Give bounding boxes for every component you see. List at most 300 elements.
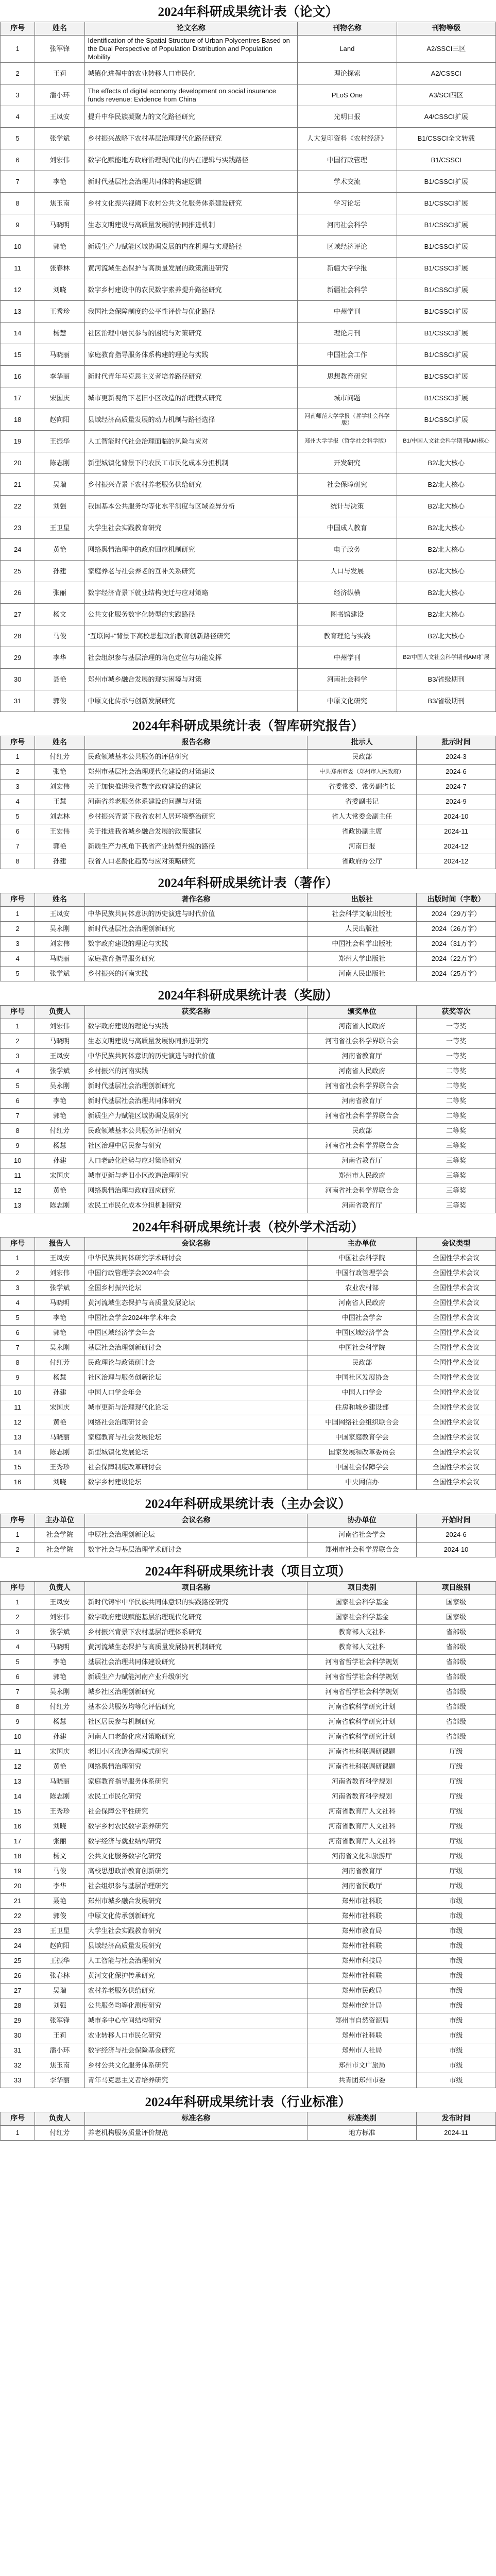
table-cell: B1/中国人文社会科学期刊AMI核心: [397, 431, 495, 452]
table-cell: 12: [1, 1183, 35, 1198]
table-cell: 马晓明: [35, 1296, 84, 1311]
table-cell: 基层社会治理共同体建设研究: [84, 1655, 307, 1670]
table-cell: 公共文化服务数字化转型的实践路径: [84, 604, 298, 625]
table-cell: 河南省教育厅人文社科: [307, 1819, 417, 1834]
table-row: [1, 1610, 496, 1625]
table-cell: 5: [1, 1311, 35, 1326]
table-cell: 郑州市科技局: [307, 1954, 417, 1969]
table-cell: 全国性学术会议: [417, 1326, 496, 1341]
table-cell: 河南社会科学: [298, 669, 397, 690]
table-cell: 黄河流域生态保护与高质量发展协同机制研究: [84, 1640, 307, 1655]
table-cell: 12: [1, 1759, 35, 1774]
table-cell: 3: [1, 937, 35, 952]
table-cell: B1/CSSCI扩展: [397, 387, 495, 409]
table-row: [1, 1415, 496, 1430]
table-cell: 2024-3: [417, 750, 496, 765]
table-cell: 县域经济高质量发展研究: [84, 1939, 307, 1954]
column-header: 会议类型: [417, 1238, 496, 1251]
table-cell: 焦玉南: [35, 2058, 84, 2073]
table-cell: 家庭教育指导服务研究: [84, 952, 307, 967]
table-row: [1, 1094, 496, 1109]
table-cell: 15: [1, 1460, 35, 1475]
table-cell: 3: [1, 1281, 35, 1296]
table-cell: 中国社会科学院: [307, 1251, 417, 1266]
table-cell: 新型城镇化发展论坛: [84, 1445, 307, 1460]
table-cell: 河南省教育厅: [307, 1198, 417, 1213]
table-cell: 8: [1, 1700, 35, 1715]
table-cell: 王凤安: [35, 106, 84, 128]
table-row: [1, 1543, 496, 1557]
table-row: [1, 431, 496, 452]
table-cell: 2: [1, 1543, 35, 1557]
table-row: [1, 1341, 496, 1355]
table-cell: 乡村振兴的河南实践: [84, 967, 307, 981]
table-cell: 中国家庭教育学会: [307, 1430, 417, 1445]
table-cell: 省部级: [417, 1730, 496, 1744]
table-cell: 宋国庆: [35, 387, 84, 409]
column-header: 序号: [1, 893, 35, 907]
table-header-row: [1, 22, 496, 36]
table-cell: 9: [1, 1139, 35, 1154]
column-header: 刊物等级: [397, 22, 495, 36]
table-cell: 新时代基层社会治理共同体研究: [84, 1094, 307, 1109]
table-cell: 二等奖: [417, 1109, 496, 1124]
table-cell: 学术交流: [298, 171, 397, 193]
table-cell: 数字乡村建设中的农民数字素养提升路径研究: [84, 279, 298, 301]
table-row: [1, 1670, 496, 1685]
table-cell: 河南省软科学研究计划: [307, 1730, 417, 1744]
table-cell: 农村养老服务供给研究: [84, 1984, 307, 1998]
table-cell: 河南省民政厅: [307, 1879, 417, 1894]
table-cell: 经济纵横: [298, 582, 397, 604]
table-header-row: [1, 2112, 496, 2126]
table-cell: 29: [1, 2013, 35, 2028]
table-cell: 刘晓: [35, 1819, 84, 1834]
table-row: [1, 1198, 496, 1213]
table-row: [1, 1034, 496, 1049]
table-row: [1, 1625, 496, 1640]
table-cell: 三等奖: [417, 1168, 496, 1183]
table-cell: 农民工市民化研究: [84, 1789, 307, 1804]
section-title: 2024年科研成果统计表（行业标准）: [145, 2095, 351, 2109]
table-cell: 11: [1, 1168, 35, 1183]
table-cell: A3/SCI四区: [397, 84, 495, 106]
results-table: [0, 1005, 496, 1213]
table-row: [1, 496, 496, 517]
table-cell: 郭艳: [35, 839, 84, 854]
table-cell: 城市更新与治理现代化论坛: [84, 1400, 307, 1415]
table-cell: 郑州大学学报（哲学社会科学版）: [298, 431, 397, 452]
section-title: 2024年科研成果统计表（主办会议）: [145, 1497, 351, 1511]
table-cell: 河南省社科联调研课题: [307, 1759, 417, 1774]
table-cell: 新质生产力赋能区域协调发展的内在机理与实现路径: [84, 236, 298, 258]
table-cell: 省政协副主席: [307, 824, 417, 839]
table-cell: 马晓丽: [35, 1774, 84, 1789]
table-cell: 1: [1, 2126, 35, 2141]
table-cell: 7: [1, 171, 35, 193]
table-row: [1, 907, 496, 922]
table-cell: 7: [1, 1685, 35, 1700]
table-cell: 郑州市社科联: [307, 2028, 417, 2043]
results-table: [0, 893, 496, 981]
table-cell: 社区治理中居民参与研究: [84, 1139, 307, 1154]
table-cell: 市级: [417, 2058, 496, 2073]
table-cell: 马晓明: [35, 214, 84, 236]
table-cell: B1/CSSCI扩展: [397, 193, 495, 214]
table-cell: 厅级: [417, 1759, 496, 1774]
table-cell: 省部级: [417, 1700, 496, 1715]
table-cell: 人口与发展: [298, 561, 397, 582]
table-header-row: [1, 893, 496, 907]
table-row: [1, 2058, 496, 2073]
table-cell: 中州学刊: [298, 647, 397, 669]
table-cell: 河南省教育厅人文社科: [307, 1834, 417, 1849]
table-row: [1, 1124, 496, 1139]
table-cell: 李华: [35, 647, 84, 669]
table-cell: 大学生社会实践教育研究: [84, 1924, 307, 1939]
table-cell: B2/北大核心: [397, 474, 495, 496]
table-cell: 4: [1, 1296, 35, 1311]
table-cell: 基层社会治理创新研讨会: [84, 1341, 307, 1355]
table-cell: B1/CSSCI扩展: [397, 409, 495, 431]
column-header: 序号: [1, 1582, 35, 1595]
table-cell: 图书馆建设: [298, 604, 397, 625]
table-row: [1, 854, 496, 869]
table-cell: 城市更新视角下老旧小区改造的治理模式研究: [84, 387, 298, 409]
table-cell: 二等奖: [417, 1124, 496, 1139]
table-cell: 共青团郑州市委: [307, 2073, 417, 2088]
table-cell: 16: [1, 1819, 35, 1834]
table-row: [1, 1109, 496, 1124]
table-cell: Identification of the Spatial Structure of Urban Polycentres Based on the Dual Perspective of Population Distribution and Population Mobility: [84, 36, 298, 63]
table-cell: 21: [1, 1894, 35, 1909]
table-cell: 杨慧: [35, 1139, 84, 1154]
table-cell: 23: [1, 1924, 35, 1939]
table-cell: 市级: [417, 2043, 496, 2058]
column-header: 报告人: [35, 1238, 84, 1251]
results-table: [0, 1237, 496, 1490]
table-header-row: [1, 1582, 496, 1595]
column-header: 负责人: [35, 1006, 84, 1019]
table-cell: 刘宏伟: [35, 937, 84, 952]
column-header: 报告名称: [84, 736, 307, 750]
table-cell: 郑州市人民政府: [307, 1168, 417, 1183]
column-header: 出版时间（字数）: [417, 893, 496, 907]
table-cell: 10: [1, 236, 35, 258]
table-cell: 河南省教育厅: [307, 1094, 417, 1109]
table-row: [1, 1445, 496, 1460]
table-cell: Land: [298, 36, 397, 63]
table-cell: 郑州市教育局: [307, 1924, 417, 1939]
table-cell: 张军锋: [35, 2013, 84, 2028]
table-cell: 河南省教育科学规划: [307, 1774, 417, 1789]
table-cell: 河南省社会科学界联合会: [307, 1139, 417, 1154]
table-cell: 17: [1, 1834, 35, 1849]
table-cell: 国家社会科学基金: [307, 1595, 417, 1610]
table-cell: 杨慧: [35, 1715, 84, 1730]
section-title: 2024年科研成果统计表（论文）: [158, 5, 338, 19]
table-cell: 赵向阳: [35, 409, 84, 431]
table-cell: 理论探索: [298, 63, 397, 84]
table-row: [1, 690, 496, 712]
table-cell: 4: [1, 794, 35, 809]
table-cell: B1/CSSCI扩展: [397, 236, 495, 258]
table-cell: 2: [1, 63, 35, 84]
table-cell: 6: [1, 1094, 35, 1109]
table-cell: 14: [1, 1789, 35, 1804]
table-cell: 数字政府建设的理论与实践: [84, 937, 307, 952]
table-row: [1, 1879, 496, 1894]
table-cell: 教育理论与实践: [298, 625, 397, 647]
table-cell: 13: [1, 1774, 35, 1789]
table-cell: 1: [1, 1528, 35, 1543]
table-cell: 新质生产力赋能区域协调发展研究: [84, 1109, 307, 1124]
table-cell: B1/CSSCI扩展: [397, 301, 495, 323]
section-title: 2024年科研成果统计表（著作）: [158, 876, 338, 890]
column-header: 获奖等次: [417, 1006, 496, 1019]
table-cell: 王卫星: [35, 517, 84, 539]
table-row: [1, 1595, 496, 1610]
table-cell: 郑州市文广旅局: [307, 2058, 417, 2073]
table-cell: 家庭教育指导服务体系研究: [84, 1774, 307, 1789]
column-header: 姓名: [35, 893, 84, 907]
table-cell: 2024-11: [417, 824, 496, 839]
table-cell: 全国性学术会议: [417, 1460, 496, 1475]
table-cell: 2: [1, 922, 35, 937]
table-cell: 13: [1, 1430, 35, 1445]
table-cell: 郭艳: [35, 1670, 84, 1685]
table-row: [1, 1326, 496, 1341]
table-cell: 3: [1, 1625, 35, 1640]
table-cell: 刘宏伟: [35, 1610, 84, 1625]
table-cell: 河南省文化和旅游厅: [307, 1849, 417, 1864]
table-cell: 数字经济与社会保险基金研究: [84, 2043, 307, 2058]
table-cell: 王慧: [35, 794, 84, 809]
table-cell: 16: [1, 1475, 35, 1490]
table-cell: 28: [1, 625, 35, 647]
table-cell: 三等奖: [417, 1154, 496, 1168]
table-cell: 市级: [417, 1969, 496, 1984]
table-cell: 全国性学术会议: [417, 1251, 496, 1266]
table-cell: 2024-9: [417, 794, 496, 809]
section-spacer: [0, 1213, 496, 1218]
table-cell: 2: [1, 765, 35, 779]
table-cell: 河南省哲学社会科学规划: [307, 1685, 417, 1700]
table-row: [1, 1019, 496, 1034]
table-cell: 人民出版社: [307, 922, 417, 937]
table-cell: 省委常委、常务副省长: [307, 779, 417, 794]
table-cell: 2024-12: [417, 839, 496, 854]
table-cell: 王振华: [35, 431, 84, 452]
table-cell: 王秀珍: [35, 301, 84, 323]
section-spacer: [0, 869, 496, 874]
table-cell: 厅级: [417, 1819, 496, 1834]
table-cell: 全国性学术会议: [417, 1445, 496, 1460]
table-cell: 15: [1, 344, 35, 366]
column-header: 发布时间: [417, 2112, 496, 2126]
table-cell: 2024（31万字）: [417, 937, 496, 952]
table-cell: 29: [1, 647, 35, 669]
table-cell: 关于加快推进我省数字政府建设的建议: [84, 779, 307, 794]
table-cell: 民政领域基本公共服务的评估研究: [84, 750, 307, 765]
table-cell: 中国行政管理学会: [307, 1266, 417, 1281]
table-row: [1, 1064, 496, 1079]
table-row: [1, 36, 496, 63]
table-cell: 王凤安: [35, 1251, 84, 1266]
table-cell: 市级: [417, 1984, 496, 1998]
table-cell: 2: [1, 1034, 35, 1049]
table-cell: 国家发展和改革委员会: [307, 1445, 417, 1460]
table-row: [1, 1281, 496, 1296]
table-row: [1, 1154, 496, 1168]
table-cell: 全国性学术会议: [417, 1400, 496, 1415]
table-cell: 7: [1, 1109, 35, 1124]
table-cell: 河南省软科学研究计划: [307, 1700, 417, 1715]
table-cell: 三等奖: [417, 1198, 496, 1213]
table-row: [1, 1700, 496, 1715]
table-cell: 河南人口老龄化应对策略研究: [84, 1730, 307, 1744]
table-cell: 聂艳: [35, 1894, 84, 1909]
table-cell: 全国性学术会议: [417, 1355, 496, 1370]
table-cell: 数字经济与就业结构研究: [84, 1834, 307, 1849]
table-cell: PLoS One: [298, 84, 397, 106]
table-cell: 张春林: [35, 258, 84, 279]
table-cell: 李艳: [35, 1094, 84, 1109]
table-row: [1, 344, 496, 366]
table-cell: 市级: [417, 1909, 496, 1924]
table-row: [1, 2013, 496, 2028]
table-cell: 马晓丽: [35, 344, 84, 366]
results-table: [0, 736, 496, 869]
table-cell: 郑州市人社局: [307, 2043, 417, 2058]
table-cell: 社会保障制度改革研讨会: [84, 1460, 307, 1475]
table-cell: 王莉: [35, 2028, 84, 2043]
table-cell: 付红芳: [35, 750, 84, 765]
table-cell: 孙建: [35, 1385, 84, 1400]
table-cell: 2024（29万字）: [417, 907, 496, 922]
table-cell: 我国社会保障制度的公平性评价与优化路径: [84, 301, 298, 323]
column-header: 颁奖单位: [307, 1006, 417, 1019]
table-cell: 中华民族共同体研究学术研讨会: [84, 1251, 307, 1266]
table-cell: 家庭养老与社会养老的互补关系研究: [84, 561, 298, 582]
table-cell: 市级: [417, 1894, 496, 1909]
table-cell: 31: [1, 2043, 35, 2058]
table-cell: 中国网络社会组织联合会: [307, 1415, 417, 1430]
table-row: [1, 258, 496, 279]
results-table: [0, 2112, 496, 2141]
table-cell: 2024-11: [417, 2126, 496, 2141]
column-header: 主办单位: [35, 1514, 84, 1528]
table-cell: 宋国庆: [35, 1744, 84, 1759]
table-cell: 网络舆情治理中的政府回应机制研究: [84, 539, 298, 561]
table-row: [1, 922, 496, 937]
table-cell: 省政府办公厅: [307, 854, 417, 869]
table-cell: 全国性学术会议: [417, 1415, 496, 1430]
section-title: 2024年科研成果统计表（项目立项）: [145, 1565, 351, 1579]
table-row: [1, 750, 496, 765]
table-cell: 国家级: [417, 1610, 496, 1625]
table-cell: 市级: [417, 2013, 496, 2028]
table-cell: 社会保障公平性研究: [84, 1804, 307, 1819]
table-cell: 国家社会科学基金: [307, 1610, 417, 1625]
table-cell: 20: [1, 1879, 35, 1894]
table-cell: 社区治理与服务创新论坛: [84, 1370, 307, 1385]
table-cell: 郑州大学出版社: [307, 952, 417, 967]
table-cell: 河南省教育科学规划: [307, 1789, 417, 1804]
section-spacer: [0, 981, 496, 987]
table-cell: B1/CSSCI扩展: [397, 344, 495, 366]
table-cell: 中原文化传承与创新发展研究: [84, 690, 298, 712]
table-row: [1, 301, 496, 323]
table-cell: 26: [1, 582, 35, 604]
table-row: [1, 214, 496, 236]
table-row: [1, 1655, 496, 1670]
column-header: 项目类别: [307, 1582, 417, 1595]
table-cell: 中国区域经济学会: [307, 1326, 417, 1341]
table-cell: 城市更新与老旧小区改造治理研究: [84, 1168, 307, 1183]
table-cell: 4: [1, 952, 35, 967]
table-cell: 5: [1, 967, 35, 981]
table-cell: 中国人口学会: [307, 1385, 417, 1400]
table-row: [1, 1954, 496, 1969]
table-header-row: [1, 1238, 496, 1251]
table-cell: 社会学院: [35, 1543, 84, 1557]
table-cell: 2024-7: [417, 779, 496, 794]
table-cell: 社会学院: [35, 1528, 84, 1543]
column-header: 主办单位: [307, 1238, 417, 1251]
table-row: [1, 1183, 496, 1198]
table-cell: 乡村振兴背景下农村养老服务供给研究: [84, 474, 298, 496]
table-cell: 24: [1, 539, 35, 561]
table-cell: 河南省社会科学界联合会: [307, 1034, 417, 1049]
table-cell: 2024-12: [417, 854, 496, 869]
table-cell: B3/省级期刊: [397, 690, 495, 712]
table-cell: 我省人口老龄化趋势与应对策略研究: [84, 854, 307, 869]
table-cell: 陈志刚: [35, 1198, 84, 1213]
table-cell: 张艳: [35, 765, 84, 779]
table-cell: 陈志刚: [35, 1789, 84, 1804]
table-cell: 杨文: [35, 1849, 84, 1864]
section-title: 2024年科研成果统计表（校外学术活动）: [132, 1221, 364, 1234]
table-row: [1, 149, 496, 171]
table-cell: 2024-6: [417, 765, 496, 779]
table-cell: 全国性学术会议: [417, 1385, 496, 1400]
table-cell: B1/CSSCI扩展: [397, 258, 495, 279]
table-cell: 31: [1, 690, 35, 712]
column-header: 开始时间: [417, 1514, 496, 1528]
table-row: [1, 1909, 496, 1924]
table-cell: 中国社会保障学会: [307, 1460, 417, 1475]
table-row: [1, 1355, 496, 1370]
table-cell: 11: [1, 1400, 35, 1415]
table-cell: 新质生产力视角下我省产业转型升级的路径: [84, 839, 307, 854]
table-cell: 新型城镇化背景下的农民工市民化成本分担机制: [84, 452, 298, 474]
table-cell: 中国社会学会: [307, 1311, 417, 1326]
results-table: [0, 1514, 496, 1557]
table-row: [1, 1079, 496, 1094]
table-row: [1, 1266, 496, 1281]
table-cell: 5: [1, 809, 35, 824]
table-cell: 社区治理中居民参与的困境与对策研究: [84, 323, 298, 344]
table-cell: 全国性学术会议: [417, 1281, 496, 1296]
table-cell: 乡村振兴的河南实践: [84, 1064, 307, 1079]
table-row: [1, 625, 496, 647]
table-cell: 14: [1, 1445, 35, 1460]
table-cell: 乡村振兴背景下农村基层治理体系研究: [84, 1625, 307, 1640]
table-cell: 13: [1, 301, 35, 323]
table-cell: 中国社会科学出版社: [307, 937, 417, 952]
column-header: 序号: [1, 1514, 35, 1528]
